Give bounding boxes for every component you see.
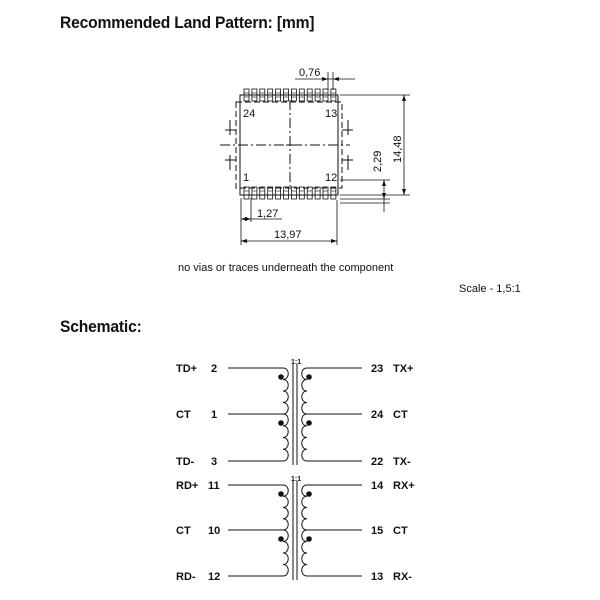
land-pad — [260, 187, 265, 199]
t1-left-name-0: TD+ — [176, 363, 198, 375]
land-pad — [307, 187, 312, 199]
arrow — [331, 239, 337, 243]
land-pad — [299, 187, 304, 199]
t2-left-name-1: CT — [176, 525, 191, 537]
arrow — [241, 239, 247, 243]
t1-right-name-0: TX+ — [393, 363, 414, 375]
dim-text-pitch-top: 0,76 — [299, 67, 321, 79]
pin-label-24: 24 — [243, 108, 256, 120]
t1-right-pin-0: 23 — [371, 363, 384, 375]
pin-label-1: 1 — [243, 172, 250, 184]
land-pad — [315, 187, 320, 199]
arrow — [402, 95, 406, 101]
t2-secondary-coil-lower — [302, 530, 307, 576]
pin-label-12: 12 — [325, 172, 338, 184]
t1-right-pin-1: 24 — [371, 409, 384, 421]
dim-text-height: 14,48 — [392, 135, 404, 163]
t2-right-pin-0: 14 — [371, 480, 384, 492]
land-pad — [276, 187, 281, 199]
t2-right-pin-1: 15 — [371, 525, 384, 537]
land-pad — [291, 187, 296, 199]
t2-left-name-0: RD+ — [176, 480, 199, 492]
t2-left-name-2: RD- — [176, 571, 196, 583]
schematic-heading: Schematic: — [60, 317, 142, 336]
land-pad — [268, 187, 273, 199]
t1-polarity-dot — [307, 421, 312, 426]
t2-primary-coil-upper — [283, 485, 288, 530]
t1-primary-coil-upper — [283, 368, 288, 414]
t1-left-pin-1: 1 — [211, 409, 218, 421]
t1-right-name-2: TX- — [393, 456, 411, 468]
t2-ratio: 1:1 — [291, 476, 302, 483]
arrow — [245, 217, 251, 221]
t2-left-pin-2: 12 — [208, 571, 221, 583]
t1-right-pin-2: 22 — [371, 456, 384, 468]
t1-polarity-dot — [307, 375, 312, 380]
land-pad — [323, 187, 328, 199]
t1-ratio: 1:1 — [291, 359, 302, 366]
t1-left-name-1: CT — [176, 409, 191, 421]
t1-left-pin-2: 3 — [211, 456, 218, 468]
pin-label-13: 13 — [325, 108, 338, 120]
schematic-drawing — [228, 364, 362, 580]
t1-left-pin-0: 2 — [211, 363, 218, 375]
t2-primary-coil-lower — [283, 530, 288, 576]
dim-text-pitch-bottom: 1,27 — [257, 208, 279, 220]
arrow — [382, 193, 386, 199]
t2-polarity-dot — [279, 492, 284, 497]
t2-right-name-1: CT — [393, 525, 408, 537]
arrow — [333, 77, 339, 81]
arrow — [322, 77, 328, 81]
t2-polarity-dot — [279, 537, 284, 542]
t1-right-name-1: CT — [393, 409, 408, 421]
placement-note: no vias or traces underneath the component — [178, 262, 394, 274]
t1-secondary-coil-upper — [302, 368, 307, 414]
t2-right-pin-2: 13 — [371, 571, 384, 583]
land-pad — [252, 187, 257, 199]
scale-label: Scale - 1,5:1 — [459, 283, 521, 295]
t2-right-name-2: RX- — [393, 571, 412, 583]
land-pattern-heading: Recommended Land Pattern: [mm] — [60, 13, 315, 32]
dim-text-pad: 2,29 — [372, 150, 384, 172]
dim-text-width: 13,97 — [274, 229, 302, 241]
t2-secondary-coil-upper — [302, 485, 307, 530]
t1-polarity-dot — [279, 421, 284, 426]
land-pad — [284, 187, 289, 199]
t2-polarity-dot — [307, 537, 312, 542]
t1-secondary-coil-lower — [302, 414, 307, 461]
t2-left-pin-0: 11 — [208, 480, 220, 492]
t2-left-pin-1: 10 — [208, 525, 221, 537]
land-pad — [244, 187, 249, 199]
t2-right-name-0: RX+ — [393, 480, 415, 492]
t1-primary-coil-lower — [283, 414, 288, 461]
t1-polarity-dot — [279, 375, 284, 380]
arrow — [402, 189, 406, 195]
land-pad — [331, 187, 336, 199]
arrow — [382, 180, 386, 186]
t2-polarity-dot — [307, 492, 312, 497]
t1-left-name-2: TD- — [176, 456, 195, 468]
